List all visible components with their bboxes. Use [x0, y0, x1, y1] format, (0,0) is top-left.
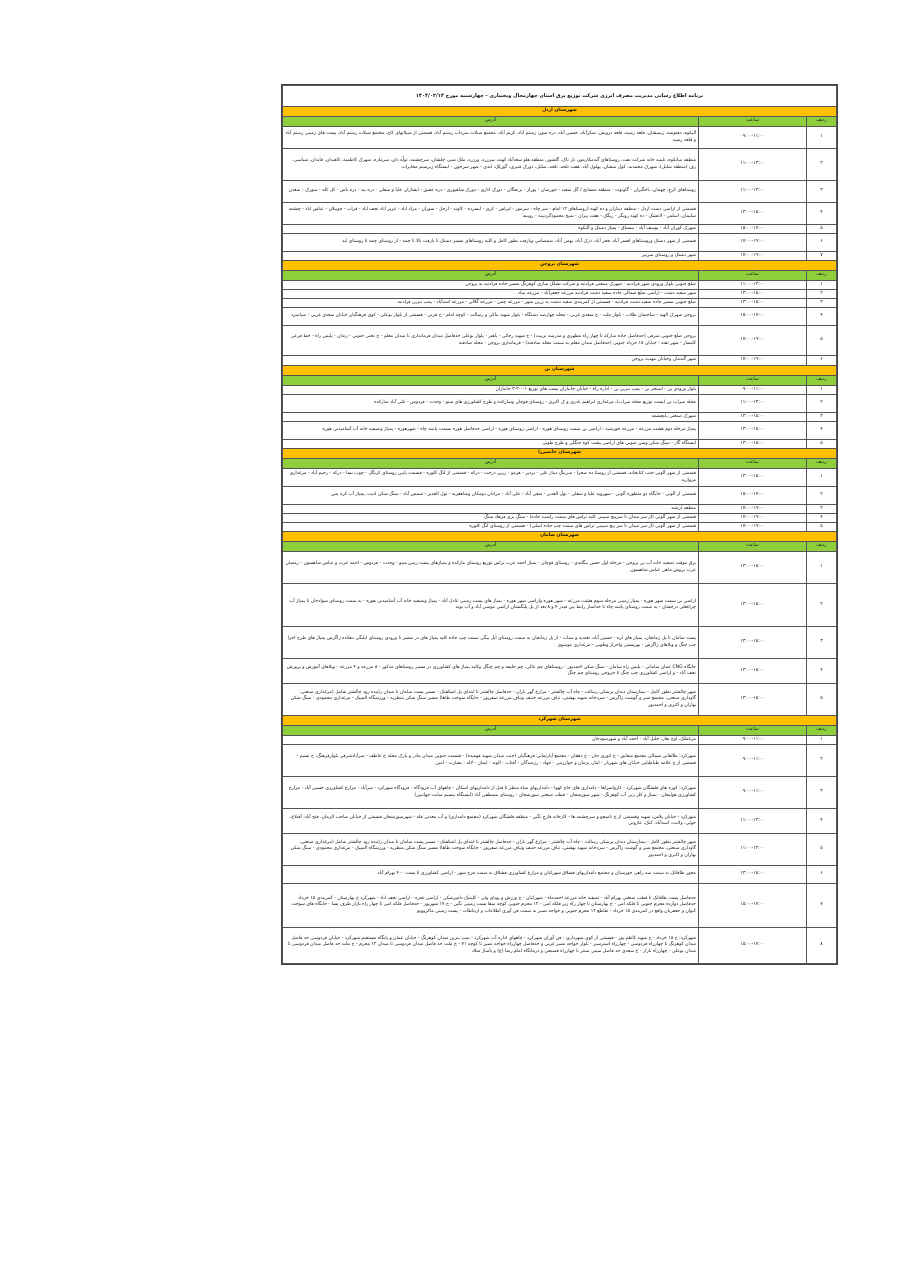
- column-header-row: [283, 271, 837, 281]
- column-header-row: [283, 459, 837, 469]
- table-row: [283, 505, 837, 514]
- table-row: [283, 281, 837, 290]
- table-row: [283, 777, 837, 809]
- row-address: ضلع جنوبی بلوار ورودی شهر فرادنبه - شهرک صنعتی فرادنبه و شرکت تشلک سازی کوهرنگ مسیر جاده فرادنبه به بروجن: [283, 281, 699, 290]
- row-number: ۵: [807, 523, 837, 532]
- table-row: [283, 234, 837, 252]
- row-address: شهرکرد: خ ۱۵ خرداد - خ شهید کاظم پور - قسمتی از کوی شهرداری - فن آوران شهرکرد - چاههای اداره آب شهرکرد - پمپ بنزین میدان کوهرنگ - خیابان عمان و پایگاه مستقیم شهرکرد - خیابان فردوسی حد فاصل میدان کوهرنگ تا چهارراه فردوسی - چهارراه استرسیر - بلوار خواجه نصیر غربی و حدفاصل چهارراه خواجه نصیر تا کوچه ۷۱ - خ ملت حد فاصل میدان فردوسی تا میدان ۱۲ محرم - خ ملت حد فاصل میدان فردوسی تا میدان بوعلی - چهارراه بازار - خ سعدی حد فاصل سینی سنتر تا چهارراه فصیحی و درمانگاه امام رضا (ع) و پاساژ میلاد: [283, 928, 699, 964]
- table-row: [283, 584, 837, 627]
- row-address: محور طاقانک به سمت سه راهی خوزستان و مجتمع دامداریهای قشلاق شهرکیان و مزارع کشاورزی قشلاق به سمت فرخ شهر - اراضی کشاورزی تا پست ۴۰۰ بهرام آباد: [283, 866, 699, 884]
- row-number: ۶: [807, 866, 837, 884]
- row-time: ۰۹:۰۰-۱۱:۰۰: [699, 386, 807, 395]
- row-address: شهر گندمان وخیابان مهدیه بروجن: [283, 356, 699, 366]
- row-address: منطقه ارشند: [283, 505, 699, 514]
- section-title: شهرستان خانمیرزا: [283, 449, 837, 459]
- table-row: [283, 440, 837, 449]
- row-time: ۱۱:۰۰-۱۳:۰۰: [699, 834, 807, 866]
- row-time: ۰۹:۰۰-۱۱:۰۰: [699, 736, 807, 745]
- row-number: ۳: [807, 413, 837, 422]
- table-row: [283, 395, 837, 413]
- section-header: [283, 107, 837, 117]
- row-time: ۱۳:۰۰-۱۵:۰۰: [699, 552, 807, 584]
- row-time: ۱۱:۰۰-۱۳:۰۰: [699, 181, 807, 203]
- row-time: ۱۵:۰۰-۱۷:۰۰: [699, 487, 807, 505]
- row-number: ۵: [807, 440, 837, 449]
- column-header-time: ساعت: [699, 459, 807, 469]
- row-number: ۱: [807, 736, 837, 745]
- table-row: [283, 866, 837, 884]
- table-row: [283, 326, 837, 356]
- row-address: منطقه میانکوه، تلمبه خانه شرکت نفت، روستاهای گندمکارمور، تل تاک، گلشور، منطقه هلو سعدآباد کهنه، سرزرد، ورزرد، ملک شیر، چلشان، سرچشمه، تولّه دان، سرمازه، شهرک کاظمیه، کاهیدان، قایدان، شیاسی، رف (منطقه شلیل)، شهرک محمدیه، کول میشان، پهلول آباد، هفت تلخه، تلخه، شلیل، دورک قنبری، گورلک، لندی - شهر سرخون - ایستگاه زیرسیم مخابرات: [283, 149, 699, 181]
- section-header: [283, 366, 837, 376]
- row-number: ۶: [807, 356, 837, 366]
- row-time: ۱۱:۰۰-۱۳:۰۰: [699, 281, 807, 290]
- row-number: ۱: [807, 552, 837, 584]
- row-address: بروجن ضلع جنوبی شرقی (حدفاصل جاده مبارکه تا چهار راه مطهری و مدرسه تربیت) - خ شهید رجائی - باهنر - بلوار بوعلی حدفاصل میدان فرمانداری تا میدان معلم - خ تختی جنوبی - زندان - پلیس راه - خط فرعی کلیسار - شهر نقنه - خیابان ۱۵ خرداد جنوبی (حدفاصل میدان معلم به سمت محله صادقیه) - فرمانداری بروجن - محله صادقیه: [283, 326, 699, 356]
- row-number: ۲: [807, 395, 837, 413]
- row-address: برق موقت تصفیه خانه آب بن بروجن - مرحله اول حسن بیگلندی - روستای قوچان - پمپاژ احمد عرب تراس توزیع روستای مارکده و پمپاژهای پست زمین مینو - وحدت - فردوس - احمد عرب و عباس شاهسون - رمضان عرب پروش ماهی عباس شاهسون: [283, 552, 699, 584]
- row-time: ۱۳:۰۰-۱۵:۰۰: [699, 299, 807, 308]
- row-number: ۲: [807, 745, 837, 777]
- row-number: ۴: [807, 514, 837, 523]
- row-time: ۱۳:۰۰-۱۵:۰۰: [699, 584, 807, 627]
- row-number: ۵: [807, 326, 837, 356]
- table-row: [283, 684, 837, 716]
- row-number: ۴: [807, 308, 837, 326]
- row-address: شهرکرد - خیابان پلاس، شهید وقسمتی از خ تامیچو و سرچشمه ها - کارخانه قارچ نگین - منطقه فلشگان شهرکرد (مجتمع دامداری) و آب معدنی فله - شهرسورشجان قسمتی از خیابان صاحب الزمان، فتح آباد، آقبلاغ، خوئی، ولایت، اسدآباد، کنک، عازونی: [283, 809, 699, 834]
- table-row: [283, 203, 837, 225]
- column-header-time: ساعت: [699, 117, 807, 127]
- table-row: [283, 884, 837, 928]
- row-number: ۲: [807, 487, 837, 505]
- row-number: ۱: [807, 281, 837, 290]
- column-header-radif: ردیف: [807, 542, 837, 552]
- column-header-radif: ردیف: [807, 726, 837, 736]
- row-time: ۱۳:۰۰-۱۵:۰۰: [699, 684, 807, 716]
- table-row: [283, 356, 837, 366]
- table-row: [283, 299, 837, 308]
- outage-schedule-table: [282, 85, 837, 964]
- row-address: جایگاه CNG عمان سامانی - پلیس راه سامان - سنگ شکن احمدپور - روستاهای چم عالی، چم خلیفه و چم چنگل وکلیه پمپاژ های کشاورزی در مسیر روستاهای مذکور - ۸ مزرعه و ۴ مزرعه - ویلاهای آموزش و پرورش نجف آباد - و اراضی کشاورزی چپ چنگ تا خروجی روستای چم چنگ: [283, 659, 699, 684]
- row-address: قسمتی از شهر آلونی جنب کتابخانه، قسمتی از روستا ده صحرا - سرتنگ دیناز علی - بردپر - هرمو - زرین درخت - درکه - قسمتی از لنگ کلوره - قسمت پایین روستای کرنگل - چوب نسا - درکه - رحیم آباد - مرغداری مروارید: [283, 469, 699, 487]
- row-time: ۱۵:۰۰-۱۷:۰۰: [699, 308, 807, 326]
- row-time: ۱۵:۰۰-۱۷:۰۰: [699, 928, 807, 964]
- row-number: ۲: [807, 149, 837, 181]
- row-number: ۷: [807, 252, 837, 261]
- column-header-row: [283, 542, 837, 552]
- table-row: [283, 127, 837, 149]
- table-row: [283, 290, 837, 299]
- column-header-row: [283, 726, 837, 736]
- section-header: [283, 532, 837, 542]
- row-address: شهرک صنعتی بابچشمه: [283, 413, 699, 422]
- row-address: قسمتی از شهر آلونی (از سر میدان تا سر پیچ سپینی تراس های سمت چپ جاده اصلی) - قسمتی از روستای لنگ کلوره: [283, 523, 699, 532]
- table-row: [283, 552, 837, 584]
- row-address: قسمتی از شهر آلونی (از سر میدان تا سرپیچ سپینی کلیه تراس های سمت راست جاده) - سنگ بری فرهاد سنگ: [283, 514, 699, 523]
- table-row: [283, 809, 837, 834]
- column-header-address: آدرس: [283, 271, 699, 281]
- table-row: [283, 627, 837, 659]
- table-row: [283, 514, 837, 523]
- table-row: [283, 413, 837, 422]
- row-address: محله سراب بن (پست توزیع محله سراب)، مرغداری ابراهیم نادری و ک اکبری - روستای قوچان وسارکده و طرح کشاورزی های مینو - وحدت - فردوس - علی آباد سارکده: [283, 395, 699, 413]
- column-header-radif: ردیف: [807, 376, 837, 386]
- row-time: ۱۷:۰۰-۱۹:۰۰: [699, 356, 807, 366]
- table-row: [283, 487, 837, 505]
- column-header-time: ساعت: [699, 726, 807, 736]
- row-time: ۱۳:۰۰-۱۵:۰۰: [699, 422, 807, 440]
- row-number: ۳: [807, 181, 837, 203]
- row-time: ۱۳:۰۰-۱۵:۰۰: [699, 659, 807, 684]
- section-title: شهرستان بروجن: [283, 261, 837, 271]
- row-time: ۱۵:۰۰-۱۷:۰۰: [699, 225, 807, 234]
- row-number: ۲: [807, 290, 837, 299]
- row-address: شهر چالشتر بطور کامل - بیمارستان دندان پزشکی رسالت - چاه آب چالشتر - مزارع گهر باران - حدفاصل چالشتر تا ابتدای پل اشکفتک - مسیر پست سامان تا میدان زاینده رود چالشتر شامل (مرغداری صنعتی، گاوداری صنعتی، مجتمع شیر و گوشت زاگرس - سردخانه شهید بهشتی، تیاف مزرعه حنیف وتیاف مزرعه صفرپور - جایگاه سوخت طاها) مسیر سنگ شکن منظریه - ورزشگاه المپیک - مرغداری محمودی - سنگ شکن بهاران و اکبری و احمدپور: [283, 684, 699, 716]
- table-row: [283, 659, 837, 684]
- row-address: پست سامان تا پل زمانجان، پمپاژ های لره - حسین آباد، تغندیه و سناب - از پل زمانجان به سمت روستای ایل بیگی سمت چپ جاده کلیه پمپاژ های در مسیر تا ورودی روستای ایلیگی دهکده زاگرس پمپاژ های طرح اجرا چپ چنگ و ویلاهای زاگرس - بهزیستی واحراز وطوبی - مرغداری موسوی: [283, 627, 699, 659]
- column-header-row: [283, 117, 837, 127]
- row-address: حدفاصل پست طاقانک تا قطب صنعتی بهرام آباد - تصفیه خانه مزرعه احمدماه - شهرکیان - خ ورزش و پویای ولی - کلینیک دامپزشکی - اراضی تجره - اراضی نجف اباد - شهرکرد خ بهارستان - کمربندی ۱۵ خرداد حدفاصل دوازده محرم جنوبی تا فلکه امی - خ بهارستان تا چهار راه زیر فلکه امی - ۱۲ محرم جنوبی کوچه سقا پست زمینی نگین - خ ۱۷ شهریور - حدفاصل فلکه امی تا چهار راه بازار طرف نسا - جایگاه های سوخت کیوان و جعفریان واقع در کمربندی ۱۵ خرداد - تقاطع ۱۲ محرم جنوبی و خواجه نصیر به سمت فن آوری اطلاعات و ارتباطات - پست زمینی ماکروویو: [283, 884, 699, 928]
- row-number: ۴: [807, 422, 837, 440]
- document-title: برنامه اطلاع رسانی مدیریت مصرف انرژی شرکت توزیع برق استان چهارمحال وبختیاری - چهارشنبه مورخ ۱۴۰۴/۰۳/۱۴: [283, 86, 837, 107]
- row-address: بلوار ورودی بن - استخر بن - پمپ بنزین بن - اداره راه - خیابان جانبازان پست های توزیع ۱-۰-۲-۳ جانبازان: [283, 386, 699, 395]
- column-header-row: [283, 376, 837, 386]
- row-time: ۱۳:۰۰-۱۵:۰۰: [699, 203, 807, 225]
- row-address: مرغملک، اوج بغار، خلیل آباد - احمد آباد و شهرسودجان: [283, 736, 699, 745]
- column-header-address: آدرس: [283, 542, 699, 552]
- row-address: قسمتی از اراضی دشت اردل - منطقه دیناران و ده کهنه (روستاهای ۱۲ امام - سر چاه - سرمور - لیراس - کری - ابسرده - کاوند - ارجل - شوران - مراد اباد - عزیز اباد نجف اباد - قراب - چوبیلان - عباس اباد - چشمه سلیمان، اسلمر - لاعشک - ده کهنه رویگر - ریگک - هفت پیران - شیخ محمودگردیینه - رویینه: [283, 203, 699, 225]
- table-row: [283, 928, 837, 964]
- row-time: ۱۳:۰۰-۱۵:۰۰: [699, 469, 807, 487]
- row-number: ۱: [807, 386, 837, 395]
- row-address: شهر دشتک و روستای سربیر: [283, 252, 699, 261]
- row-number: ۶: [807, 234, 837, 252]
- row-address: شهرک کوران آباد - یوسف آباد - نیسیاق - پمپاژ دشتک و آلیکوه: [283, 225, 699, 234]
- table-row: [283, 834, 837, 866]
- row-time: ۱۱:۰۰-۱۳:۰۰: [699, 809, 807, 834]
- section-title: شهرستان بن: [283, 366, 837, 376]
- column-header-radif: ردیف: [807, 271, 837, 281]
- table-row: [283, 523, 837, 532]
- section-title: شهرستان اردل: [283, 107, 837, 117]
- schedule-document: [281, 84, 838, 965]
- column-header-time: ساعت: [699, 542, 807, 552]
- row-address: ضلع جنوبی مسیر جاده سفید دشت فرادنبه - قسمتی از کمربندی سفید دشت به زرین شهر - مزرعه چمن - مزرعه گلالی - مزرعه اسدآباد - پمپ بنزین فرادنبه: [283, 299, 699, 308]
- column-header-address: آدرس: [283, 459, 699, 469]
- row-address: قسمتی از شهر دشتک وروستاهای افسر آباد، فخر آباد، ذرک آباد، بهمن آباد، صمصامی وبازفت بطور کامل و کلیه روستاهای مسیر دشتک تا بازفت بالا تا چمه - از روستای چمه تا روستای لبد: [283, 234, 699, 252]
- row-number: ۷: [807, 884, 837, 928]
- table-row: [283, 422, 837, 440]
- column-header-radif: ردیف: [807, 459, 837, 469]
- section-header: [283, 716, 837, 726]
- row-address: شهرکرد: طالقانی شمالی مجتمع شقایق - خ انوری جان - خ دهقان - مجتمع آپارتمانی فرهنگیان (جنب میدان شهید فهمیده) - قسمت جنوبی میدان مادر و پارک محله خ عاطف - میرآبادشرقی بلوارفرهنگ، خ نسیم - قسمتی از خ علامه طباطبایی خیابان های شهریار - ایثار، پژمان و خوارزمی - جهاد - رزمندگان - آفتاب - الوند - ایمان - لاله - بشارت - امین: [283, 745, 699, 777]
- row-time: ۱۷:۰۰-۱۹:۰۰: [699, 234, 807, 252]
- section-title: شهرستان سامان: [283, 532, 837, 542]
- column-header-time: ساعت: [699, 376, 807, 386]
- section-header: [283, 261, 837, 271]
- table-row: [283, 736, 837, 745]
- row-time: ۱۳:۰۰-۱۵:۰۰: [699, 290, 807, 299]
- row-time: ۱۳:۰۰-۱۵:۰۰: [699, 440, 807, 449]
- column-header-address: آدرس: [283, 376, 699, 386]
- row-time: ۱۱:۰۰-۱۳:۰۰: [699, 395, 807, 413]
- row-time: ۰۹:۰۰-۱۱:۰۰: [699, 777, 807, 809]
- table-row: [283, 745, 837, 777]
- section-header: [283, 449, 837, 459]
- row-number: ۱: [807, 127, 837, 149]
- row-number: ۴: [807, 809, 837, 834]
- table-row: [283, 149, 837, 181]
- table-row: [283, 386, 837, 395]
- row-address: پمپاژ مرحله دوم هشت مزرعه - مزرعه خورشید - اراضی بن سمت روستای هوره - اراضی روستای هوره - اراضی حدفاصل هوره بسمت پاسه چاه - شهرهوره - پمپاژ وتصفیه خانه آب آشامیدنی هوره: [283, 422, 699, 440]
- row-address: شهرکرد: کوره های فلشگان شهرکرد - کارواسراها - دامداری های حاج کهوا - دامداریهای شاه منظر تا قبل از دامداریهای اسکان - چاههای آب فرودگاه - فرودگاه شهرکرد - میرآباد - مزارع کشاورزی حسین آباد - مزارع کشاورزی هولیجان - پمپاژ و کلر زنی آب کوهرنگ - شهر سورشجان - قطب صنعتی سورشجان - روستای مصطفی آباد (ایستگاه بیسیم سایت جهانبین): [283, 777, 699, 809]
- row-time: ۱۷:۰۰-۱۹:۰۰: [699, 252, 807, 261]
- row-address: شهر چالشتر بطور کامل - بیمارستان دندان پزشکی رسالت - چاه آب چالشتر - مزارع گهر باران - حدفاصل چالشتر تا ابتدای پل اشکفتک - مسیر پست سامان تا میدان زاینده رود چالشتر شامل (مرغداری صنعتی، گاوداری صنعتی، مجتمع شیر و گوشت زاگرس - سردخانه شهید بهشتی، تیاف مزرعه حنیف وتیاف مزرعه صفرپور - جایگاه سوخت طاها) مسیر سنگ شکن منظریه - ورزشگاه المپیک - مرغداری محمودی - سنگ شکن بهاران و اکبری و احمدپور: [283, 834, 699, 866]
- table-row: [283, 225, 837, 234]
- row-number: ۳: [807, 627, 837, 659]
- row-number: ۸: [807, 928, 837, 964]
- section-title: شهرستان شهرکرد: [283, 716, 837, 726]
- row-time: ۱۷:۰۰-۱۹:۰۰: [699, 514, 807, 523]
- row-address: آلیکوه، دهنوشه، زیمیشان، قلعه رشید، قلعه درویش، شکرآباد، حسین آباد، دره شور، رستم آباد، کریم آباد، مجتمع شیلات سرداب رستم آباد، قسمتی از شیلاتهای کاج، مجتمع شیلات رستم آباد، پست های زمینی رستم آباد و قلعه رشید: [283, 127, 699, 149]
- row-number: ۵: [807, 834, 837, 866]
- row-time: ۰۹:۰۰-۱۱:۰۰: [699, 127, 807, 149]
- row-time: ۱۱:۰۰-۱۳:۰۰: [699, 149, 807, 181]
- row-number: ۴: [807, 659, 837, 684]
- column-header-address: آدرس: [283, 117, 699, 127]
- row-time: ۰۹:۰۰-۱۱:۰۰: [699, 745, 807, 777]
- row-time: ۱۳:۰۰-۱۵:۰۰: [699, 866, 807, 884]
- row-address: قسمتی از آلونی - جایگاه دو منظوره آلونی - شهرویه علیا و سفلی - تول الغدیر - صفی آباد - علی آباد - مرادان دومکان وشاهقربه - تول الفدیر - شمس آباد - سنگ شکن ادیب، پمپاژ آب کره پس: [283, 487, 699, 505]
- row-number: ۵: [807, 684, 837, 716]
- row-address: ایستگاه گاز - سنگ شکن وشن شویی های اراضی پشت کوه جنگلی و طرح طوبی: [283, 440, 699, 449]
- table-row: [283, 308, 837, 326]
- row-number: ۲: [807, 584, 837, 627]
- row-number: ۳: [807, 299, 837, 308]
- row-number: ۵: [807, 225, 837, 234]
- row-number: ۳: [807, 777, 837, 809]
- row-number: ۱: [807, 469, 837, 487]
- row-address: اراضی بن سمت شهر هوره - پمپاژ زمینی مرحله سوم هشت مزرعه - شهر هوره واراضی شهر هوره - پمپاژ های پست زمینی عادل آباد - پمپاژ وتصفیه خانه آب آشامیدنی هوره - به سمت روستای سوادجان تا پمپاژ آب چراغعلی درخشان - به سمت روستای پاسه چاه تا جداساز رابط بین فیدر ۴ و ۸ بعد از پل پلنگستان اراضی موسی آباد و آب یونه: [283, 584, 699, 627]
- row-time: ۱۷:۰۰-۱۹:۰۰: [699, 326, 807, 356]
- table-row: [283, 181, 837, 203]
- column-header-address: آدرس: [283, 726, 699, 736]
- row-address: روستاهای کرچ، چهمان، باجگیران - گاوتوت - منطقه منشایخ / گل سفید - جورسان - پوراز - برنجگان - دورک اناری - دورک شاهپوری - دره عشق - ابشاران علیا و سفلی - دره بید - دره باس - کل کله - سورک - سعدن: [283, 181, 699, 203]
- row-time: ۱۳:۰۰-۱۵:۰۰: [699, 627, 807, 659]
- row-time: ۱۳:۰۰-۱۵:۰۰: [699, 413, 807, 422]
- row-number: ۳: [807, 505, 837, 514]
- table-row: [283, 469, 837, 487]
- row-address: بروجن شهرک الهیه - ساختمان طلاب - بلوار ملت - خ سعدی غربی - محله چهارصد دستگاه - بلوار شهید بناکی و رسالت - کوچه امام - خ قرنی - قسمتی از بلوار بوعلی - کوی فرهنگیان خیابان سعدی غربی - سیاسرد: [283, 308, 699, 326]
- column-header-radif: ردیف: [807, 117, 837, 127]
- row-address: شهر سفید دشت - اراضی ضلع شمالی جاده سفید دشت فرادنبه مزرعه جعفرآباد - مزرعه بنیاد: [283, 290, 699, 299]
- row-time: ۱۷:۰۰-۱۹:۰۰: [699, 505, 807, 514]
- column-header-time: ساعت: [699, 271, 807, 281]
- row-time: ۱۵:۰۰-۱۷:۰۰: [699, 884, 807, 928]
- row-time: ۱۷:۰۰-۱۹:۰۰: [699, 523, 807, 532]
- table-row: [283, 252, 837, 261]
- row-number: ۴: [807, 203, 837, 225]
